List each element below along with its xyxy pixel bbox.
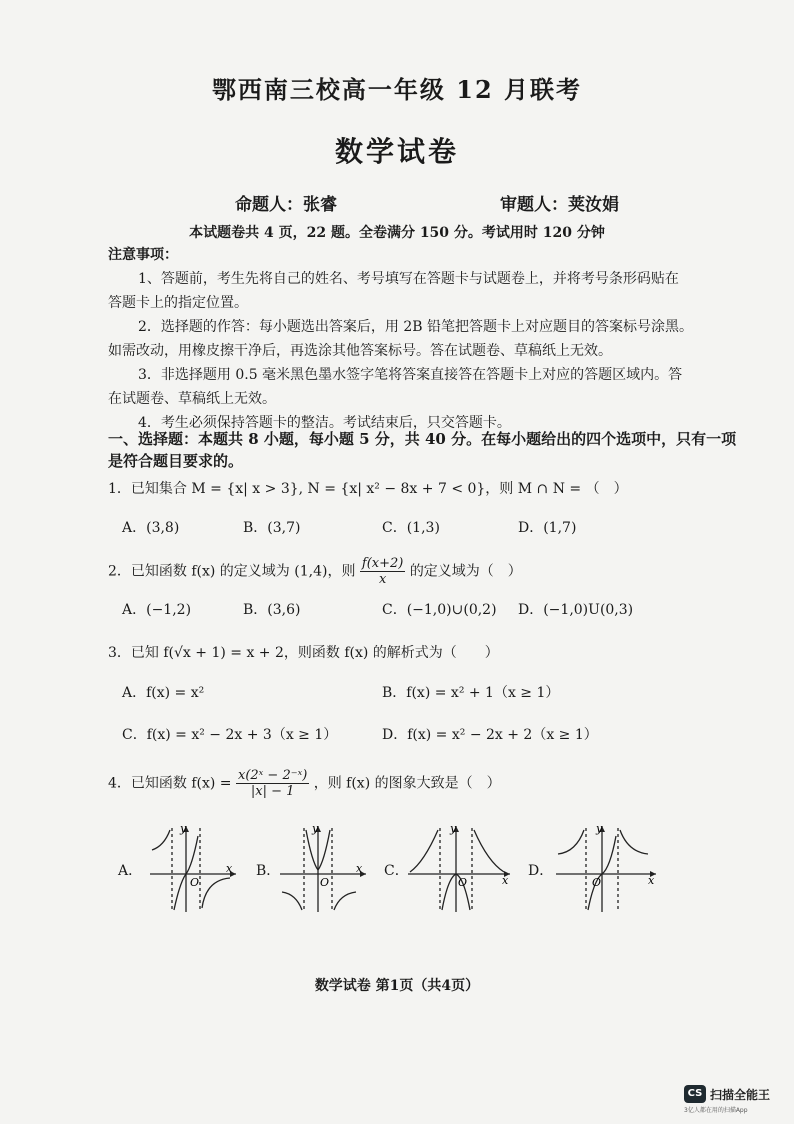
section-1-line-2: 是符合题目要求的。 [108, 452, 244, 470]
question-4-graph-c [404, 822, 514, 914]
graph-a-y-label: y [180, 822, 187, 835]
scanner-logo-icon: CS [684, 1085, 706, 1103]
exam-subtitle: 数学试卷 [334, 135, 459, 168]
note-1a: 1、答题前，考生先将自己的姓名、考号填写在答题卡与试题卷上，并将考号条形码贴在 [138, 271, 679, 287]
section-1-line-1: 一、选择题：本题共 8 小题，每小题 5 分，共 40 分。在每小题给出的四个选项中，只有一项 [108, 430, 737, 448]
graph-b-origin: O [320, 876, 330, 889]
note-2b: 如需改动，用橡皮擦干净后，再选涂其他答案标号。答在试题卷、草稿纸上无效。 [108, 343, 612, 359]
question-4-fraction-numerator: x(2ˣ − 2⁻ˣ) [238, 768, 308, 783]
question-1-option-d: D．(1,7) [518, 520, 577, 536]
question-1-option-c: C．(1,3) [382, 520, 440, 536]
question-1-option-a: A．(3,8) [122, 520, 180, 536]
exam-title: 鄂西南三校高一年级 12 月联考 [211, 75, 583, 104]
graph-c-y-label: y [450, 822, 457, 835]
question-3-option-a: A．f(x) = x² [122, 685, 205, 701]
question-2-option-a: A．(−1,2) [122, 602, 192, 618]
graph-d-x-label: x [648, 874, 655, 887]
note-3a: 3．非选择题用 0.5 毫米黑色墨水签字笔将答案直接答在答题卡上对应的答题区域内。答 [138, 367, 683, 383]
question-2-option-b: B．(3,6) [243, 602, 301, 618]
question-4-option-b-label: B． [256, 863, 281, 879]
graph-a-origin: O [190, 876, 200, 889]
question-2-stem-pre: 2．已知函数 f(x) 的定义域为 (1,4)，则 [108, 563, 356, 580]
question-3-stem: 3．已知 f(√x + 1) = x + 2，则函数 f(x) 的解析式为（ ） [108, 645, 499, 661]
question-4-stem-pre: 4．已知函数 f(x) = [108, 775, 232, 792]
scanner-watermark [684, 1085, 784, 1115]
note-2a: 2．选择题的作答：每小题选出答案后，用 2B 铅笔把答题卡上对应题目的答案标号涂黑。 [138, 319, 694, 335]
graph-d-origin: O [592, 876, 602, 889]
question-1-option-b: B．(3,7) [243, 520, 301, 536]
note-4: 4．考生必须保持答题卡的整洁。考试结束后，只交答题卡。 [138, 415, 511, 431]
graph-c-origin: O [458, 876, 468, 889]
question-2-option-c: C．(−1,0)∪(0,2) [382, 602, 497, 618]
question-2-option-d: D．(−1,0)U(0,3) [518, 602, 634, 618]
question-3-option-b: B．f(x) = x² + 1（x ≥ 1） [382, 685, 560, 701]
graph-c-x-label: x [502, 874, 509, 887]
question-2-fraction-denominator: x [378, 572, 387, 587]
question-2-fraction [360, 556, 405, 587]
graph-a-curve-left [152, 830, 170, 850]
graph-b-x-label: x [356, 862, 363, 875]
question-4-fraction-denominator: |x| − 1 [250, 784, 295, 799]
question-3-option-d: D．f(x) = x² − 2x + 2（x ≥ 1） [382, 727, 598, 743]
question-1-stem: 1．已知集合 M = {x| x > 3}, N = {x| x² − 8x + 7 < 0}，则 M ∩ N = （ ） [108, 481, 628, 497]
graph-b-y-label: y [312, 822, 319, 835]
reviewer-label: 审题人：荚汝娟 [500, 195, 619, 215]
scanner-name: 扫描全能王 [710, 1088, 771, 1102]
note-3b: 在试题卷、草稿纸上无效。 [108, 391, 276, 407]
graph-a-x-label: x [226, 862, 233, 875]
question-2-stem-post: 的定义域为（ ） [409, 563, 522, 580]
question-4-fraction [236, 768, 309, 799]
question-2-stem [108, 556, 522, 587]
question-4-graph-a [140, 822, 240, 914]
graph-d-y-label: y [596, 822, 603, 835]
question-4-option-a-label: A． [118, 863, 143, 879]
notes-heading: 注意事项： [108, 247, 178, 263]
page-footer: 数学试卷 第1页（共4页） [314, 978, 480, 994]
question-2-fraction-numerator: f(x+2) [361, 556, 404, 571]
question-4-option-d-label: D． [528, 863, 554, 879]
question-4-option-c-label: C． [384, 863, 409, 879]
exam-info: 本试题卷共 4 页，22 题。全卷满分 150 分。考试用时 120 分钟 [189, 225, 605, 241]
note-1b: 答题卡上的指定位置。 [108, 295, 248, 311]
question-4-stem [108, 768, 501, 799]
author-label: 命题人：张睿 [235, 195, 337, 215]
question-4-graph-d [552, 822, 662, 914]
question-3-option-c: C．f(x) = x² − 2x + 3（x ≥ 1） [122, 727, 338, 743]
graph-a-curve-right [202, 878, 230, 908]
question-4-stem-post: ，则 f(x) 的图象大致是（ ） [313, 775, 501, 792]
scanner-tagline: 3亿人都在用的扫描App [684, 1107, 748, 1114]
question-4-graph-b [274, 822, 374, 914]
